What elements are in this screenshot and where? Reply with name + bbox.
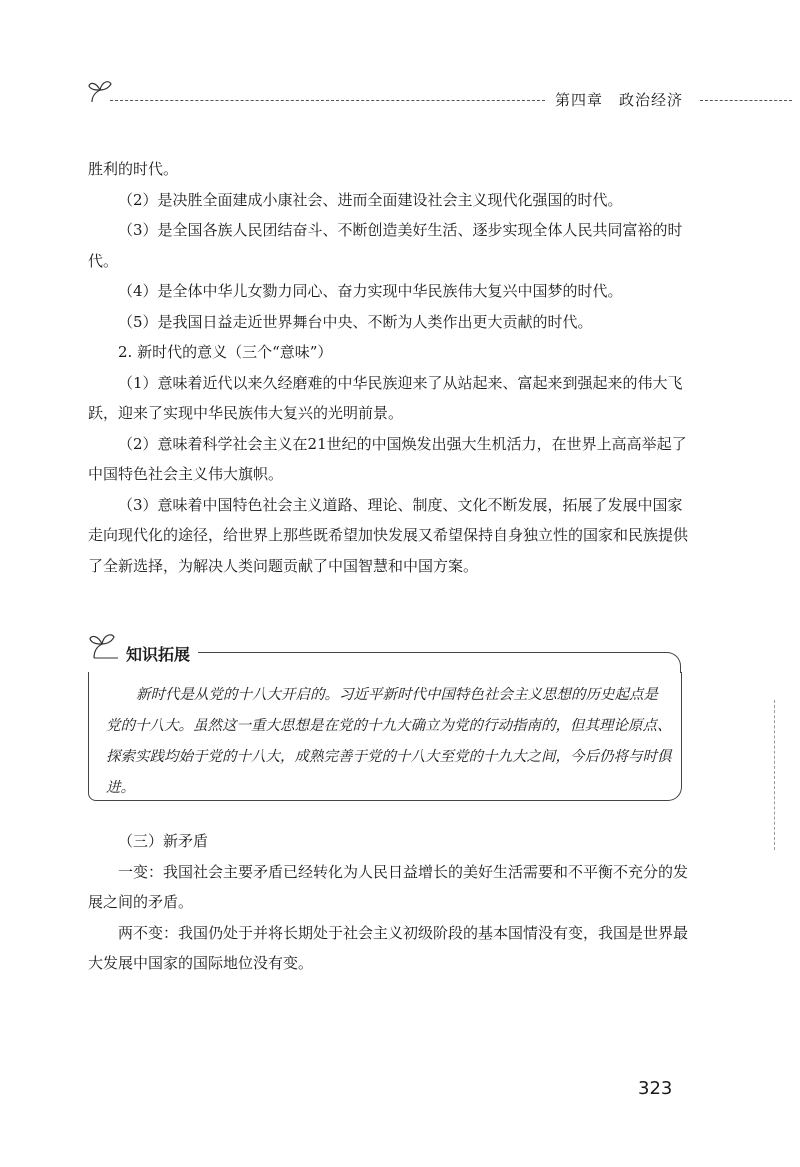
paragraph: （5）是我国日益走近世界舞台中央、不断为人类作出更大贡献的时代。: [118, 312, 593, 331]
paragraph: （2）是决胜全面建成小康社会、进而全面建设社会主义现代化强国的时代。: [118, 190, 623, 209]
paragraph: （3）意味着中国特色社会主义道路、理论、制度、文化不断发展，拓展了发展中国家走向现代化的途径，给世界上那些既希望加快发展又希望保持自身独立性的国家和民族提供了全新选择，为解决人类问题贡献了中国智慧和中国方案。: [88, 495, 689, 575]
page-header: [88, 78, 700, 118]
paragraph: （2）意味着科学社会主义在21世纪的中国焕发出强大生机活力，在世界上高高举起了中国特色社会主义伟大旗帜。: [88, 434, 687, 483]
lower-text: [88, 826, 688, 979]
paragraph: （1）意味着近代以来久经磨难的中华民族迎来了从站起来、富起来到强起来的伟大飞跃，迎来了实现中华民族伟大复兴的光明前景。: [88, 373, 683, 422]
section-heading: 2. 新时代的意义（三个“意味”）: [118, 343, 333, 361]
header-rule-right: [700, 100, 792, 101]
knowledge-box: [88, 630, 682, 802]
sprout-icon: [88, 78, 112, 104]
knowledge-box-border: [198, 652, 681, 673]
knowledge-paragraph: 新时代是从党的十八大开启的。习近平新时代中国特色社会主义思想的历史起点是党的十八大。虽然这一重大思想是在党的十九大确立为党的行动指南的，但其理论原点、探索实践均始于党的十八大，成熟完善于党的十八大至党的十九大之间，今后仍将与时俱进。: [106, 687, 672, 796]
scan-edge-mark: [774, 700, 775, 850]
paragraph: 胜利的时代。: [88, 160, 179, 178]
paragraph: 两不变：我国仍处于并将长期处于社会主义初级阶段的基本国情没有变，我国是世界最大发展中国家的国际地位没有变。: [88, 923, 689, 972]
paragraph: （3）是全国各族人民团结奋斗、不断创造美好生活、逐步实现全体人民共同富裕的时代。: [88, 221, 683, 270]
body-text: [88, 154, 688, 581]
page-number: 323: [638, 1078, 673, 1099]
sprout-icon: [88, 630, 118, 660]
section-heading: （三）新矛盾: [118, 832, 209, 850]
header-rule-left: [110, 100, 545, 101]
paragraph: （4）是全体中华儿女勠力同心、奋力实现中华民族伟大复兴中国梦的时代。: [118, 282, 623, 300]
knowledge-box-text: [106, 680, 672, 804]
paragraph: 一变：我国社会主要矛盾已经转化为人民日益增长的美好生活需要和不平衡不充分的发展之间的矛盾。: [88, 862, 689, 911]
knowledge-box-title: 知识拓展: [126, 645, 191, 664]
chapter-title: 第四章 政治经济: [555, 91, 684, 109]
